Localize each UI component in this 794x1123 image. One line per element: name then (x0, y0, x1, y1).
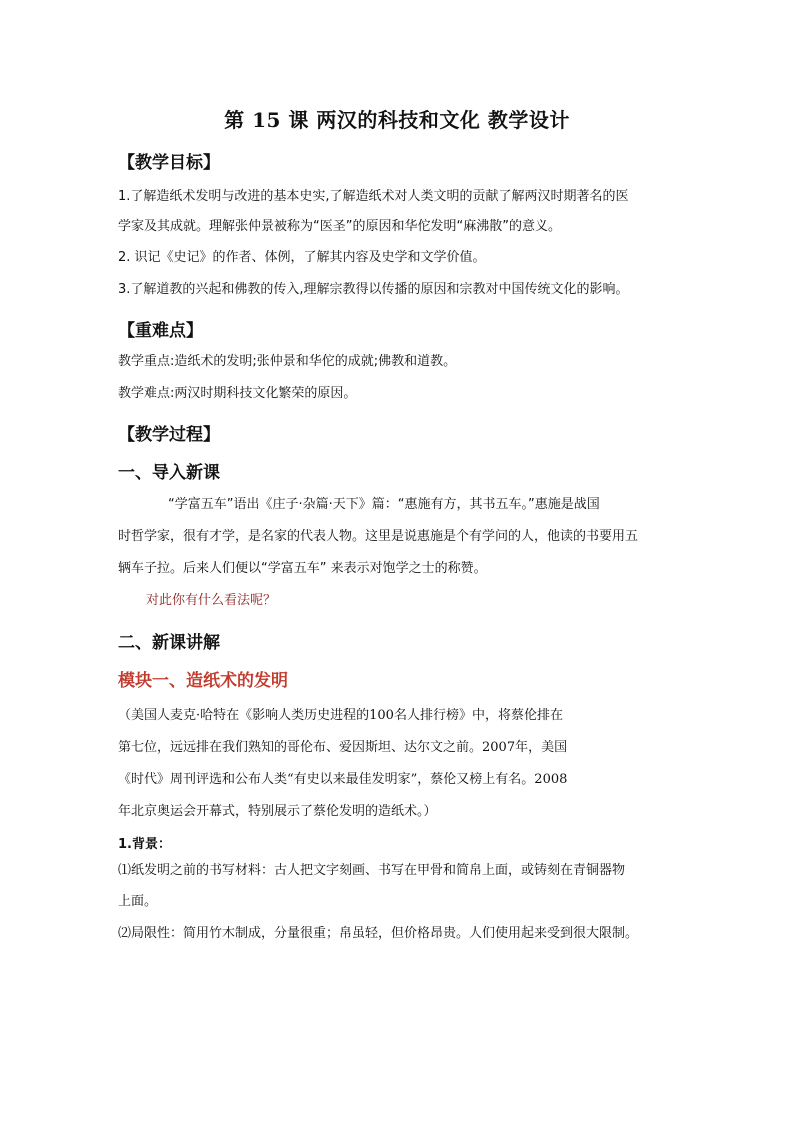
quote-line-4: 年北京奥运会开幕式，特别展示了蔡伦发明的造纸术。） (118, 804, 437, 819)
key-focus: 教学重点:造纸术的发明;张仲景和华佗的成就;佛教和道教。 (118, 354, 457, 369)
objective-1b: 学家及其成就。理解张仲景被称为“医圣”的原因和华佗发明“麻沸散”的意义。 (118, 219, 561, 234)
module-1-heading: 模块一、造纸术的发明 (118, 671, 288, 691)
intro-question: 对此你有什么看法呢？ (146, 593, 277, 608)
quote-line-3: 《时代》周刊评选和公布人类“有史以来最佳发明家”，蔡伦又榜上有名。2008 (118, 772, 568, 787)
intro-heading: 一、导入新课 (118, 463, 220, 483)
keypoints-heading: 【重难点】 (118, 321, 203, 341)
objective-3: 3.了解道教的兴起和佛教的传入,理解宗教得以传播的原因和宗教对中国传统文化的影响。 (118, 282, 629, 297)
new-lesson-heading: 二、新课讲解 (118, 633, 220, 653)
intro-paragraph-2: 时哲学家，很有才学，是名家的代表人物。这里是说惠施是个有学问的人，他读的书要用五 (118, 529, 639, 544)
background-heading: 1.背景： (118, 837, 171, 852)
key-difficulty: 教学难点:两汉时期科技文化繁荣的原因。 (118, 386, 357, 401)
intro-paragraph-1: “学富五车”语出《庄子·杂篇·天下》篇：“惠施有方，其书五车。”惠施是战国 (168, 497, 600, 512)
intro-paragraph-3: 辆车子拉。后来人们便以“学富五车” 来表示对饱学之士的称赞。 (118, 561, 487, 576)
background-item-1b: 上面。 (118, 894, 158, 909)
process-heading: 【教学过程】 (118, 425, 220, 445)
background-item-2: ⑵局限性：简用竹木制成，分量很重；帛虽轻，但价格昂贵。人们使用起来受到很大限制。 (118, 926, 639, 941)
objective-2: 2. 识记《史记》的作者、体例，了解其内容及史学和文学价值。 (118, 250, 486, 265)
objectives-heading: 【教学目标】 (118, 153, 220, 173)
objective-1a: 1.了解造纸术发明与改进的基本史实,了解造纸术对人类文明的贡献了解两汉时期著名的医 (118, 189, 629, 204)
quote-line-2: 第七位，远远排在我们熟知的哥伦布、爱因斯坦、达尔文之前。2007年，美国 (118, 740, 568, 755)
quote-line-1: （美国人麦克·哈特在《影响人类历史进程的100名人排行榜》中，将蔡伦排在 (118, 708, 563, 723)
background-item-1a: ⑴纸发明之前的书写材料：古人把文字刻画、书写在甲骨和简帛上面，或铸刻在青铜器物 (118, 863, 626, 878)
page-title: 第 15 课 两汉的科技和文化 教学设计 (224, 108, 570, 132)
